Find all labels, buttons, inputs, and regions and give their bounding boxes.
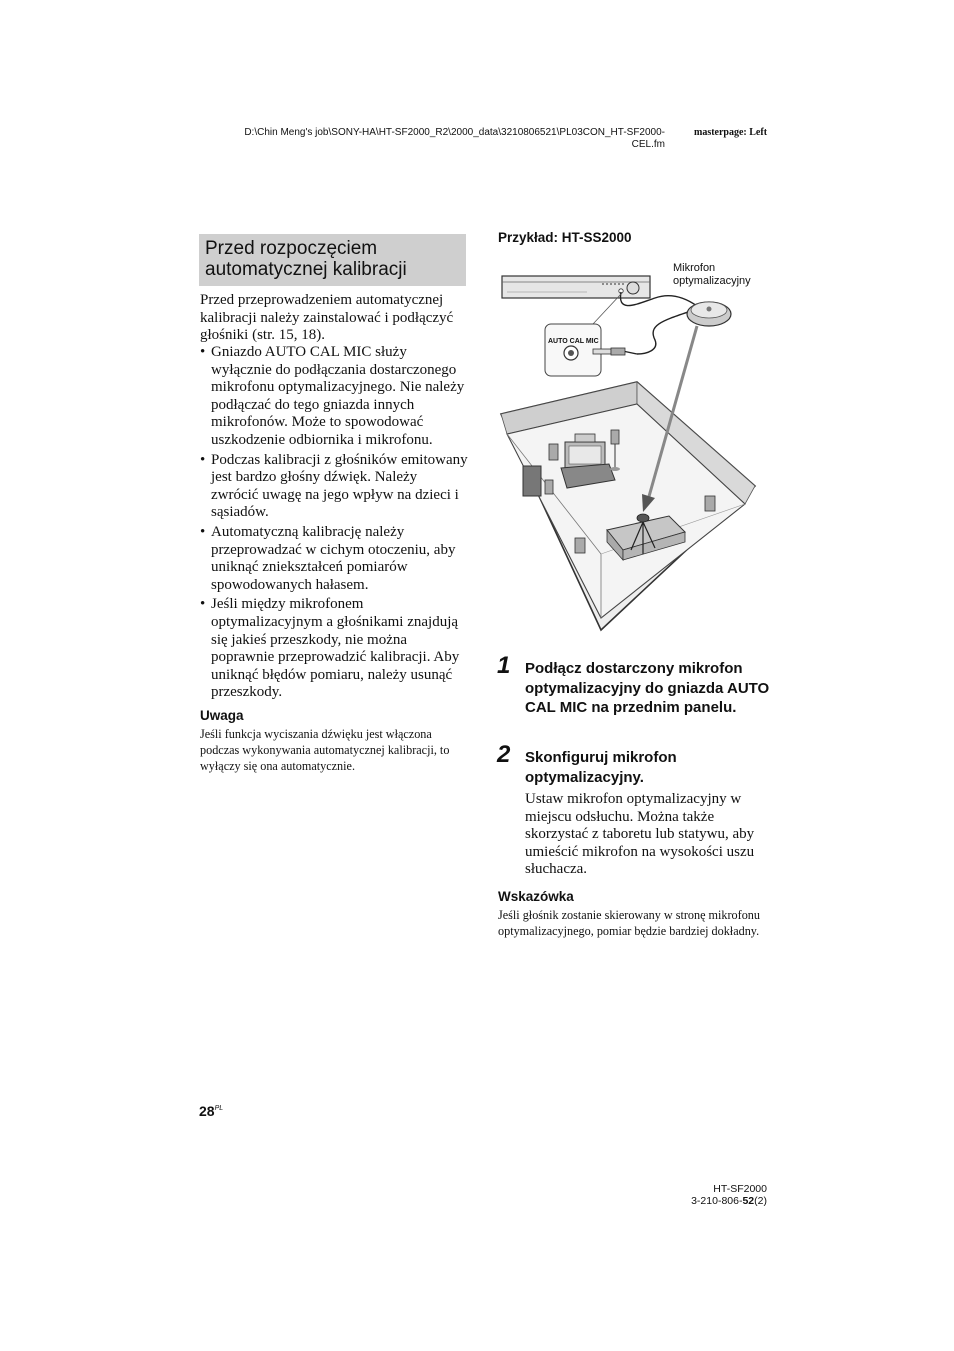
setup-illustration: [497, 254, 769, 638]
tip-heading: Wskazówka: [498, 889, 574, 904]
part-code: [650, 1195, 767, 1207]
bullet-symbol: •: [200, 523, 206, 540]
list-item: [200, 452, 468, 522]
list-item: [200, 596, 468, 702]
mic-label-line-1: Mikrofon: [673, 262, 716, 274]
bullet-symbol: •: [200, 344, 206, 360]
precautions-list: [200, 344, 468, 704]
part-code-bold: 52: [742, 1195, 755, 1207]
receiver-illustration: [502, 276, 650, 298]
step-2-body: Ustaw mikrofon optymalizacyjny w miejscu odsłuchu. Można także skorzystać z taboretu lub statywu, aby umieścić mikrofon na wysokości uszu słuchacza.: [525, 791, 755, 878]
bullet-symbol: •: [200, 451, 206, 468]
list-item: [200, 344, 468, 450]
note-text: Jeśli funkcja wyciszania dźwięku jest włączona podczas wykonywania automatycznej kalibracji, to wyłączy się ona automatycznie.: [200, 727, 450, 773]
mic-label-line-2: optymalizacyjny: [673, 275, 751, 287]
part-code-suffix: (2): [754, 1195, 767, 1207]
list-item-text: Podczas kalibracji z głośników emitowany jest bardzo głośny dźwięk. Należy zwrócić uwagę na jego wpływ na dzieci i sąsiadów.: [211, 451, 468, 521]
auto-cal-mic-jack-callout: [545, 294, 637, 376]
bullet-symbol: •: [200, 596, 206, 613]
list-item-text: Automatyczną kalibrację należy przeprowadzać w cichym otoczeniu, aby uniknąć zniekształceń pomiarów spowodowanych hałasem.: [211, 523, 456, 593]
list-item: [200, 524, 468, 594]
masterpage-label: masterpage: Left: [694, 127, 768, 138]
example-heading: Przykład: HT-SS2000: [498, 230, 632, 245]
page-number-value: 28: [199, 1103, 215, 1119]
model-name: HT-SF2000: [713, 1183, 767, 1195]
section-title-line-2: automatycznej kalibracji: [205, 259, 407, 280]
note-heading: Uwaga: [200, 708, 244, 723]
part-code-prefix: 3-210-806-: [691, 1195, 743, 1207]
step-2-title: Skonfiguruj mikrofon optymalizacyjny.: [525, 749, 677, 786]
file-path-line-2: CEL.fm: [631, 139, 665, 150]
file-path-line-1: D:\Chin Meng's job\SONY-HA\HT-SF2000_R2\2000_data\3210806521\PL03CON_HT-SF2000-: [244, 127, 665, 138]
section-title-line-1: Przed rozpoczęciem: [205, 238, 378, 259]
auto-cal-mic-label: AUTO CAL MIC: [548, 338, 599, 345]
step-1-number: 1: [497, 652, 511, 679]
lead-paragraph: Przed przeprowadzeniem automatycznej kalibracji należy zainstalować i podłączyć głośniki (str. 15, 18).: [200, 292, 454, 344]
list-item-text: Gniazdo AUTO CAL MIC służy wyłącznie do podłączania dostarczonego mikrofonu optymalizacyjnego. Nie należy podłączać do tego gniazda innych mikrofonów. Może to spowodować uszkodzenie odbiornika i mikrofonu.: [211, 344, 465, 448]
step-2-number: 2: [497, 741, 511, 768]
tip-text: Jeśli głośnik zostanie skierowany w stronę mikrofonu optymalizacyjnego, pomiar będzie bardziej dokładny.: [498, 908, 760, 938]
list-item-text: Jeśli między mikrofonem optymalizacyjnym a głośnikami znajdują się jakieś przeszkody, nie można poprawnie przeprowadzić kalibracji. Aby uniknąć błędów pomiaru, należy usunąć przeszkody.: [211, 596, 460, 701]
microphone-icon: [687, 302, 731, 326]
page-language: PL: [214, 1105, 224, 1112]
step-1-title: Podłącz dostarczony mikrofon optymalizacyjny do gniazda AUTO CAL MIC na przednim panelu.: [525, 660, 770, 716]
section-title: [205, 238, 407, 280]
file-path-header: [190, 127, 665, 151]
model-code-block: [650, 1183, 767, 1207]
room-illustration: [501, 382, 755, 630]
page-number: [199, 1103, 223, 1119]
